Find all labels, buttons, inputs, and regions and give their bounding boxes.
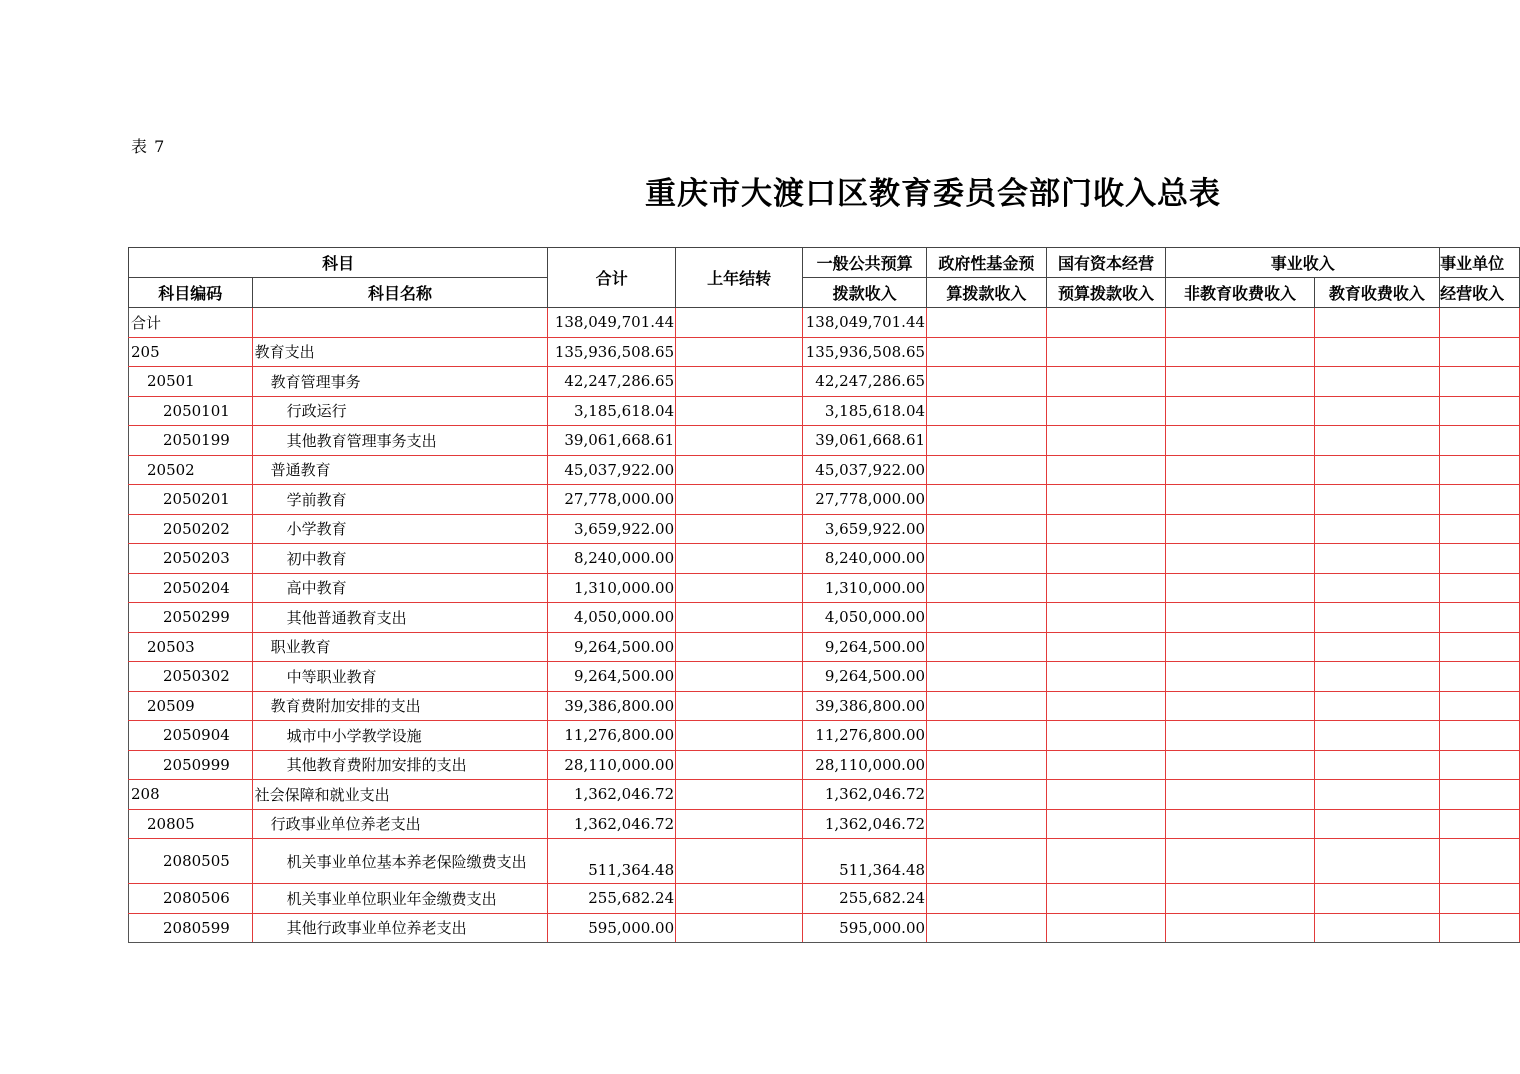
header-prev-carryover: 上年结转 xyxy=(676,248,803,308)
row-non-edu-fee xyxy=(1166,913,1314,943)
row-name: 学前教育 xyxy=(252,485,548,515)
row-edu-fee xyxy=(1314,913,1440,943)
row-general-budget: 1,310,000.00 xyxy=(803,573,927,603)
row-total: 45,037,922.00 xyxy=(548,455,676,485)
row-non-edu-fee xyxy=(1166,308,1314,338)
row-non-edu-fee xyxy=(1166,839,1314,884)
row-soe-capital xyxy=(1046,337,1166,367)
row-edu-fee xyxy=(1314,573,1440,603)
header-soe-capital-line1: 国有资本经营 xyxy=(1046,248,1166,278)
header-gov-fund-line2: 算拨款收入 xyxy=(927,278,1047,308)
row-non-edu-fee xyxy=(1166,426,1314,456)
row-soe-capital xyxy=(1046,632,1166,662)
row-gov-fund xyxy=(927,337,1047,367)
row-total: 11,276,800.00 xyxy=(548,721,676,751)
row-prev-carryover xyxy=(676,691,803,721)
table-row xyxy=(129,780,1520,810)
row-name: 行政事业单位养老支出 xyxy=(252,809,548,839)
row-edu-fee xyxy=(1314,662,1440,692)
row-total: 511,364.48 xyxy=(548,839,676,884)
row-name: 其他教育管理事务支出 xyxy=(252,426,548,456)
row-gov-fund xyxy=(927,603,1047,633)
row-general-budget: 1,362,046.72 xyxy=(803,809,927,839)
row-prev-carryover xyxy=(676,396,803,426)
row-soe-capital xyxy=(1046,603,1166,633)
row-code: 20805 xyxy=(129,809,253,839)
table-row xyxy=(129,544,1520,574)
table-row xyxy=(129,632,1520,662)
row-total: 8,240,000.00 xyxy=(548,544,676,574)
table-row xyxy=(129,485,1520,515)
header-unit-business-line1: 事业单位 xyxy=(1440,248,1520,278)
row-non-edu-fee xyxy=(1166,573,1314,603)
row-unit-business xyxy=(1440,750,1520,780)
header-name: 科目名称 xyxy=(252,278,548,308)
row-general-budget: 27,778,000.00 xyxy=(803,485,927,515)
row-code: 2050204 xyxy=(129,573,253,603)
row-name: 其他行政事业单位养老支出 xyxy=(252,913,548,943)
table-row xyxy=(129,913,1520,943)
header-unit-business-line2: 经营收入 xyxy=(1440,278,1520,308)
row-name: 机关事业单位职业年金缴费支出 xyxy=(252,884,548,914)
row-prev-carryover xyxy=(676,913,803,943)
row-prev-carryover xyxy=(676,721,803,751)
row-prev-carryover xyxy=(676,544,803,574)
row-edu-fee xyxy=(1314,396,1440,426)
row-total: 1,310,000.00 xyxy=(548,573,676,603)
row-non-edu-fee xyxy=(1166,514,1314,544)
header-edu-fee: 教育收费收入 xyxy=(1314,278,1440,308)
row-unit-business xyxy=(1440,544,1520,574)
row-gov-fund xyxy=(927,721,1047,751)
row-total: 9,264,500.00 xyxy=(548,662,676,692)
table-row xyxy=(129,603,1520,633)
row-gov-fund xyxy=(927,632,1047,662)
row-name: 高中教育 xyxy=(252,573,548,603)
table-row xyxy=(129,308,1520,338)
table-row xyxy=(129,455,1520,485)
table-row xyxy=(129,884,1520,914)
row-non-edu-fee xyxy=(1166,337,1314,367)
row-code: 20502 xyxy=(129,455,253,485)
row-unit-business xyxy=(1440,367,1520,397)
row-edu-fee xyxy=(1314,308,1440,338)
income-summary-table xyxy=(128,247,1520,943)
row-total: 28,110,000.00 xyxy=(548,750,676,780)
row-general-budget: 9,264,500.00 xyxy=(803,662,927,692)
row-non-edu-fee xyxy=(1166,662,1314,692)
row-non-edu-fee xyxy=(1166,455,1314,485)
row-code: 20509 xyxy=(129,691,253,721)
row-name: 行政运行 xyxy=(252,396,548,426)
table-row xyxy=(129,337,1520,367)
row-total: 27,778,000.00 xyxy=(548,485,676,515)
row-prev-carryover xyxy=(676,839,803,884)
row-total: 255,682.24 xyxy=(548,884,676,914)
row-soe-capital xyxy=(1046,809,1166,839)
table-row xyxy=(129,573,1520,603)
row-general-budget: 11,276,800.00 xyxy=(803,721,927,751)
row-non-edu-fee xyxy=(1166,780,1314,810)
row-prev-carryover xyxy=(676,750,803,780)
row-soe-capital xyxy=(1046,573,1166,603)
row-unit-business xyxy=(1440,913,1520,943)
row-soe-capital xyxy=(1046,396,1166,426)
row-soe-capital xyxy=(1046,913,1166,943)
row-edu-fee xyxy=(1314,426,1440,456)
row-name: 教育费附加安排的支出 xyxy=(252,691,548,721)
row-unit-business xyxy=(1440,632,1520,662)
table-row xyxy=(129,691,1520,721)
row-name: 机关事业单位基本养老保险缴费支出 xyxy=(252,839,548,884)
row-non-edu-fee xyxy=(1166,396,1314,426)
table-row xyxy=(129,750,1520,780)
row-code: 2080506 xyxy=(129,884,253,914)
row-unit-business xyxy=(1440,839,1520,884)
row-name: 社会保障和就业支出 xyxy=(252,780,548,810)
row-general-budget: 45,037,922.00 xyxy=(803,455,927,485)
table-row xyxy=(129,514,1520,544)
row-code: 2080599 xyxy=(129,913,253,943)
row-unit-business xyxy=(1440,485,1520,515)
row-total: 595,000.00 xyxy=(548,913,676,943)
row-unit-business xyxy=(1440,662,1520,692)
row-edu-fee xyxy=(1314,455,1440,485)
row-unit-business xyxy=(1440,426,1520,456)
row-code: 2050101 xyxy=(129,396,253,426)
row-general-budget: 511,364.48 xyxy=(803,839,927,884)
header-code: 科目编码 xyxy=(129,278,253,308)
row-general-budget: 4,050,000.00 xyxy=(803,603,927,633)
row-code: 2050999 xyxy=(129,750,253,780)
row-non-edu-fee xyxy=(1166,809,1314,839)
row-soe-capital xyxy=(1046,780,1166,810)
row-edu-fee xyxy=(1314,632,1440,662)
page-title: 重庆市大渡口区教育委员会部门收入总表 xyxy=(645,176,1221,212)
row-gov-fund xyxy=(927,780,1047,810)
row-soe-capital xyxy=(1046,544,1166,574)
row-non-edu-fee xyxy=(1166,632,1314,662)
row-prev-carryover xyxy=(676,573,803,603)
row-unit-business xyxy=(1440,721,1520,751)
row-general-budget: 8,240,000.00 xyxy=(803,544,927,574)
row-code: 20501 xyxy=(129,367,253,397)
row-edu-fee xyxy=(1314,691,1440,721)
row-unit-business xyxy=(1440,691,1520,721)
row-edu-fee xyxy=(1314,809,1440,839)
row-total: 3,185,618.04 xyxy=(548,396,676,426)
table-row xyxy=(129,809,1520,839)
row-general-budget: 1,362,046.72 xyxy=(803,780,927,810)
row-gov-fund xyxy=(927,809,1047,839)
row-edu-fee xyxy=(1314,485,1440,515)
row-name: 初中教育 xyxy=(252,544,548,574)
row-general-budget: 138,049,701.44 xyxy=(803,308,927,338)
row-name xyxy=(252,308,548,338)
row-general-budget: 135,936,508.65 xyxy=(803,337,927,367)
row-prev-carryover xyxy=(676,514,803,544)
row-unit-business xyxy=(1440,337,1520,367)
row-prev-carryover xyxy=(676,884,803,914)
row-non-edu-fee xyxy=(1166,884,1314,914)
row-soe-capital xyxy=(1046,485,1166,515)
row-gov-fund xyxy=(927,485,1047,515)
row-prev-carryover xyxy=(676,662,803,692)
row-gov-fund xyxy=(927,544,1047,574)
row-non-edu-fee xyxy=(1166,544,1314,574)
row-soe-capital xyxy=(1046,426,1166,456)
row-gov-fund xyxy=(927,884,1047,914)
header-soe-capital-line2: 预算拨款收入 xyxy=(1046,278,1166,308)
row-unit-business xyxy=(1440,514,1520,544)
row-soe-capital xyxy=(1046,308,1166,338)
row-code: 合计 xyxy=(129,308,253,338)
row-soe-capital xyxy=(1046,514,1166,544)
row-gov-fund xyxy=(927,308,1047,338)
row-prev-carryover xyxy=(676,367,803,397)
row-soe-capital xyxy=(1046,691,1166,721)
row-general-budget: 42,247,286.65 xyxy=(803,367,927,397)
row-code: 2050299 xyxy=(129,603,253,633)
row-code: 2050904 xyxy=(129,721,253,751)
row-total: 138,049,701.44 xyxy=(548,308,676,338)
row-unit-business xyxy=(1440,603,1520,633)
row-soe-capital xyxy=(1046,455,1166,485)
row-soe-capital xyxy=(1046,662,1166,692)
row-name: 普通教育 xyxy=(252,455,548,485)
row-prev-carryover xyxy=(676,780,803,810)
row-edu-fee xyxy=(1314,750,1440,780)
header-gov-fund-line1: 政府性基金预 xyxy=(927,248,1047,278)
row-edu-fee xyxy=(1314,544,1440,574)
row-soe-capital xyxy=(1046,750,1166,780)
row-non-edu-fee xyxy=(1166,721,1314,751)
row-gov-fund xyxy=(927,455,1047,485)
row-name: 小学教育 xyxy=(252,514,548,544)
row-code: 2050203 xyxy=(129,544,253,574)
row-prev-carryover xyxy=(676,809,803,839)
row-non-edu-fee xyxy=(1166,691,1314,721)
row-prev-carryover xyxy=(676,308,803,338)
row-unit-business xyxy=(1440,780,1520,810)
row-gov-fund xyxy=(927,750,1047,780)
row-total: 135,936,508.65 xyxy=(548,337,676,367)
row-prev-carryover xyxy=(676,485,803,515)
row-soe-capital xyxy=(1046,367,1166,397)
row-gov-fund xyxy=(927,691,1047,721)
table-number: 表 7 xyxy=(131,137,166,156)
row-general-budget: 255,682.24 xyxy=(803,884,927,914)
header-total: 合计 xyxy=(548,248,676,308)
row-gov-fund xyxy=(927,514,1047,544)
row-general-budget: 39,386,800.00 xyxy=(803,691,927,721)
row-unit-business xyxy=(1440,809,1520,839)
row-edu-fee xyxy=(1314,721,1440,751)
table-row xyxy=(129,396,1520,426)
row-general-budget: 39,061,668.61 xyxy=(803,426,927,456)
row-gov-fund xyxy=(927,367,1047,397)
row-name: 教育管理事务 xyxy=(252,367,548,397)
header-subject-group: 科目 xyxy=(129,248,548,278)
row-non-edu-fee xyxy=(1166,603,1314,633)
row-non-edu-fee xyxy=(1166,750,1314,780)
row-code: 2050199 xyxy=(129,426,253,456)
row-edu-fee xyxy=(1314,839,1440,884)
row-name: 教育支出 xyxy=(252,337,548,367)
row-gov-fund xyxy=(927,839,1047,884)
row-general-budget: 28,110,000.00 xyxy=(803,750,927,780)
row-total: 9,264,500.00 xyxy=(548,632,676,662)
row-general-budget: 595,000.00 xyxy=(803,913,927,943)
row-unit-business xyxy=(1440,573,1520,603)
row-edu-fee xyxy=(1314,884,1440,914)
header-general-budget-line2: 拨款收入 xyxy=(803,278,927,308)
row-edu-fee xyxy=(1314,780,1440,810)
row-non-edu-fee xyxy=(1166,485,1314,515)
row-total: 1,362,046.72 xyxy=(548,780,676,810)
row-unit-business xyxy=(1440,308,1520,338)
header-business-income: 事业收入 xyxy=(1166,248,1440,278)
row-gov-fund xyxy=(927,662,1047,692)
row-name: 职业教育 xyxy=(252,632,548,662)
row-code: 208 xyxy=(129,780,253,810)
row-name: 其他普通教育支出 xyxy=(252,603,548,633)
row-total: 4,050,000.00 xyxy=(548,603,676,633)
row-soe-capital xyxy=(1046,839,1166,884)
table-row xyxy=(129,839,1520,884)
row-edu-fee xyxy=(1314,367,1440,397)
row-soe-capital xyxy=(1046,884,1166,914)
row-prev-carryover xyxy=(676,455,803,485)
row-name: 城市中小学教学设施 xyxy=(252,721,548,751)
row-non-edu-fee xyxy=(1166,367,1314,397)
row-gov-fund xyxy=(927,396,1047,426)
table-row xyxy=(129,721,1520,751)
row-edu-fee xyxy=(1314,337,1440,367)
row-prev-carryover xyxy=(676,337,803,367)
row-total: 1,362,046.72 xyxy=(548,809,676,839)
row-general-budget: 3,659,922.00 xyxy=(803,514,927,544)
row-edu-fee xyxy=(1314,514,1440,544)
row-code: 2050201 xyxy=(129,485,253,515)
row-soe-capital xyxy=(1046,721,1166,751)
header-non-edu-fee: 非教育收费收入 xyxy=(1166,278,1314,308)
row-general-budget: 3,185,618.04 xyxy=(803,396,927,426)
table-row xyxy=(129,426,1520,456)
row-general-budget: 9,264,500.00 xyxy=(803,632,927,662)
row-gov-fund xyxy=(927,913,1047,943)
row-total: 39,386,800.00 xyxy=(548,691,676,721)
table-row xyxy=(129,662,1520,692)
table-row xyxy=(129,367,1520,397)
row-total: 39,061,668.61 xyxy=(548,426,676,456)
row-prev-carryover xyxy=(676,426,803,456)
row-code: 2050302 xyxy=(129,662,253,692)
row-unit-business xyxy=(1440,884,1520,914)
row-gov-fund xyxy=(927,573,1047,603)
row-name: 其他教育费附加安排的支出 xyxy=(252,750,548,780)
row-edu-fee xyxy=(1314,603,1440,633)
row-code: 20503 xyxy=(129,632,253,662)
row-unit-business xyxy=(1440,396,1520,426)
row-code: 2080505 xyxy=(129,839,253,884)
row-name: 中等职业教育 xyxy=(252,662,548,692)
row-total: 42,247,286.65 xyxy=(548,367,676,397)
row-unit-business xyxy=(1440,455,1520,485)
row-prev-carryover xyxy=(676,632,803,662)
header-general-budget-line1: 一般公共预算 xyxy=(803,248,927,278)
row-total: 3,659,922.00 xyxy=(548,514,676,544)
row-code: 205 xyxy=(129,337,253,367)
row-prev-carryover xyxy=(676,603,803,633)
row-code: 2050202 xyxy=(129,514,253,544)
row-gov-fund xyxy=(927,426,1047,456)
